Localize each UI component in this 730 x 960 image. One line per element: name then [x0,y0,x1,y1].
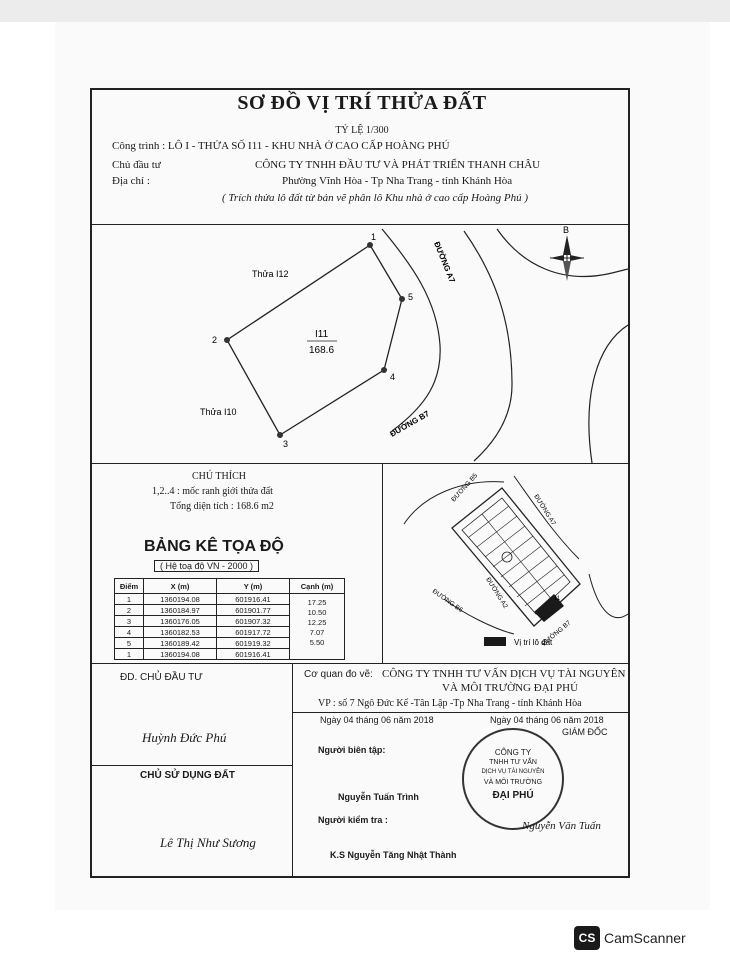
parcel-area: 168.6 [309,345,335,356]
road-a7-curve-inner [382,229,440,431]
marker-point-1 [367,242,373,248]
editor-name: Nguyễn Tuấn Trình [338,792,419,802]
parcel-id: I11 [315,329,329,340]
company-seal [462,728,564,830]
marker-point-2 [224,337,230,343]
cell-x: 1360184.97 [144,605,217,616]
point-label-5: 5 [408,292,414,302]
road-label-a7-small: ĐƯỜNG A7 [532,493,557,527]
cell-y: 601919.32 [217,638,290,649]
road-arc-lower-right [589,325,628,463]
checker-name: K.S Nguyễn Tăng Nhật Thành [330,850,457,860]
cell-y: 601916.41 [217,649,290,660]
top-bar [0,0,730,22]
legend-markers: 1,2..4 : mốc ranh giới thửa đất [152,486,273,497]
address-label: Địa chỉ : [112,175,150,187]
divider-agency [292,712,628,713]
document-title: SƠ ĐỒ VỊ TRÍ THỬA ĐẤT [237,92,487,114]
road-label-b5: ĐƯỜNG B5 [450,472,480,504]
director-title: GIÁM ĐỐC [562,727,608,737]
land-user-title: CHỦ SỬ DỤNG ĐẤT [140,770,235,781]
cell-point: 1 [115,594,144,605]
col-header-x: X (m) [144,579,217,594]
parcel-map [92,225,628,463]
coord-table [114,578,345,660]
road-label-a2: ĐƯỜNG A2 [484,576,509,610]
road-label-b6: ĐƯỜNG B6 [430,587,464,614]
legend-heading: CHÚ THÍCH [192,471,246,482]
road-line [589,574,628,618]
seal-line: ĐẠI PHÚ [492,790,534,801]
divider-center [382,463,383,663]
road-label-a7: ĐƯỜNG A7 [432,240,457,284]
investor-value: CÔNG TY TNHH ĐẦU TƯ VÀ PHÁT TRIỂN THANH CHÂU [255,159,541,171]
seal-line: DỊCH VỤ TÀI NGUYÊN [481,769,545,775]
agency-name-1: CÔNG TY TNHH TƯ VẤN DỊCH VỤ TÀI NGUYÊN [382,668,626,680]
center-marker-icon [502,552,512,562]
cell-point: 5 [115,638,144,649]
land-user-signature: Lê Thị Như Sương [160,835,256,850]
date-left: Ngày 04 tháng 06 năm 2018 [320,715,434,725]
cell-point: 3 [115,616,144,627]
location-legend-text: Vị trí lô đất [514,638,553,647]
point-label-4: 4 [390,372,396,382]
road-a7-curve-outer [464,231,512,461]
marker-point-4 [381,367,387,373]
neighbor-parcel-north: Thửa I12 [252,269,289,279]
legend-total-area: Tổng diện tích : 168.6 m2 [170,501,274,512]
point-label-2: 2 [212,335,218,345]
col-header-y: Y (m) [217,579,290,594]
divider-signature-top [92,663,628,664]
road-label-b7: ĐƯỜNG B7 [388,409,431,439]
cell-x: 1360176.05 [144,616,217,627]
cell-point: 4 [115,627,144,638]
road-a7-curve-right [497,229,628,276]
coord-system: ( Hệ toạ độ VN - 2000 ) [154,560,259,572]
north-label: B [563,225,570,235]
legend-swatch [484,637,506,646]
checker-label: Người kiểm tra : [318,815,388,825]
date-right: Ngày 04 tháng 06 năm 2018 [490,715,604,725]
edge-length: 17.25 [307,598,327,607]
edge-length: 12.25 [307,618,327,627]
edge-length: 7.07 [309,628,325,637]
cell-y: 601901.77 [217,605,290,616]
cell-y: 601907.32 [217,616,290,627]
cell-x: 1360182.53 [144,627,217,638]
col-header-edge: Cạnh (m) [290,579,345,594]
investor-label: Chủ đầu tư [112,159,161,171]
cell-x: 1360194.08 [144,649,217,660]
divider-signatures [292,663,293,878]
cell-edges [290,594,345,660]
marker-point-5 [399,296,405,302]
cell-point: 1 [115,649,144,660]
project-line: Công trình : LÔ I - THỬA SỐ I11 - KHU NHÀ Ở CAO CẤP HOÀNG PHÚ [112,140,450,152]
seal-line: VÀ MÔI TRƯỜNG [483,779,543,786]
marker-point-3 [277,432,283,438]
seal-line: CÔNG TY [494,748,532,757]
cell-x: 1360194.08 [144,594,217,605]
cell-y: 601916.41 [217,594,290,605]
cell-x: 1360189.42 [144,638,217,649]
edge-length: 10.50 [307,608,327,617]
point-label-1: 1 [371,232,377,242]
table-row [115,594,345,605]
investor-signature-title: ĐD. CHỦ ĐẦU TƯ [120,672,203,683]
coord-table-title: BẢNG KÊ TỌA ĐỘ [144,538,284,555]
director-signature: Nguyễn Văn Tuấn [522,820,601,832]
agency-name-2: VÀ MÔI TRƯỜNG ĐẠI PHÚ [442,682,579,694]
address-value: Phường Vĩnh Hòa - Tp Nha Trang - tỉnh Khánh Hòa [282,175,513,187]
cell-y: 601917.72 [217,627,290,638]
north-arrow-icon [550,235,584,281]
agency-office: VP : số 7 Ngô Đức Kế -Tân Lập -Tp Nha Trang - tỉnh Khánh Hòa [318,698,582,709]
divider-left [92,765,292,766]
lot-number: 11 [554,596,561,602]
location-map [384,464,628,662]
edge-length: 5.50 [309,638,325,647]
document-frame [90,88,630,878]
editor-label: Người biên tập: [318,745,386,755]
map-scale: TỶ LỆ 1/300 [335,125,389,136]
excerpt-note: ( Trích thửa lô đất từ bản vẽ phân lô Khu nhà ở cao cấp Hoàng Phú ) [222,192,528,204]
point-label-3: 3 [283,439,289,449]
road-label-b7-small: ĐƯỜNG B7 [540,619,573,648]
neighbor-parcel-south: Thửa I10 [200,407,237,417]
investor-signature: Huỳnh Đức Phú [142,730,227,745]
cell-point: 2 [115,605,144,616]
seal-line: TNHH TƯ VẤN [489,759,537,766]
col-header-point: Điểm [115,579,144,594]
agency-label: Cơ quan đo vẽ: [304,669,373,680]
camscanner-text: CamScanner [604,930,686,946]
camscanner-logo-icon: CS [574,926,600,950]
